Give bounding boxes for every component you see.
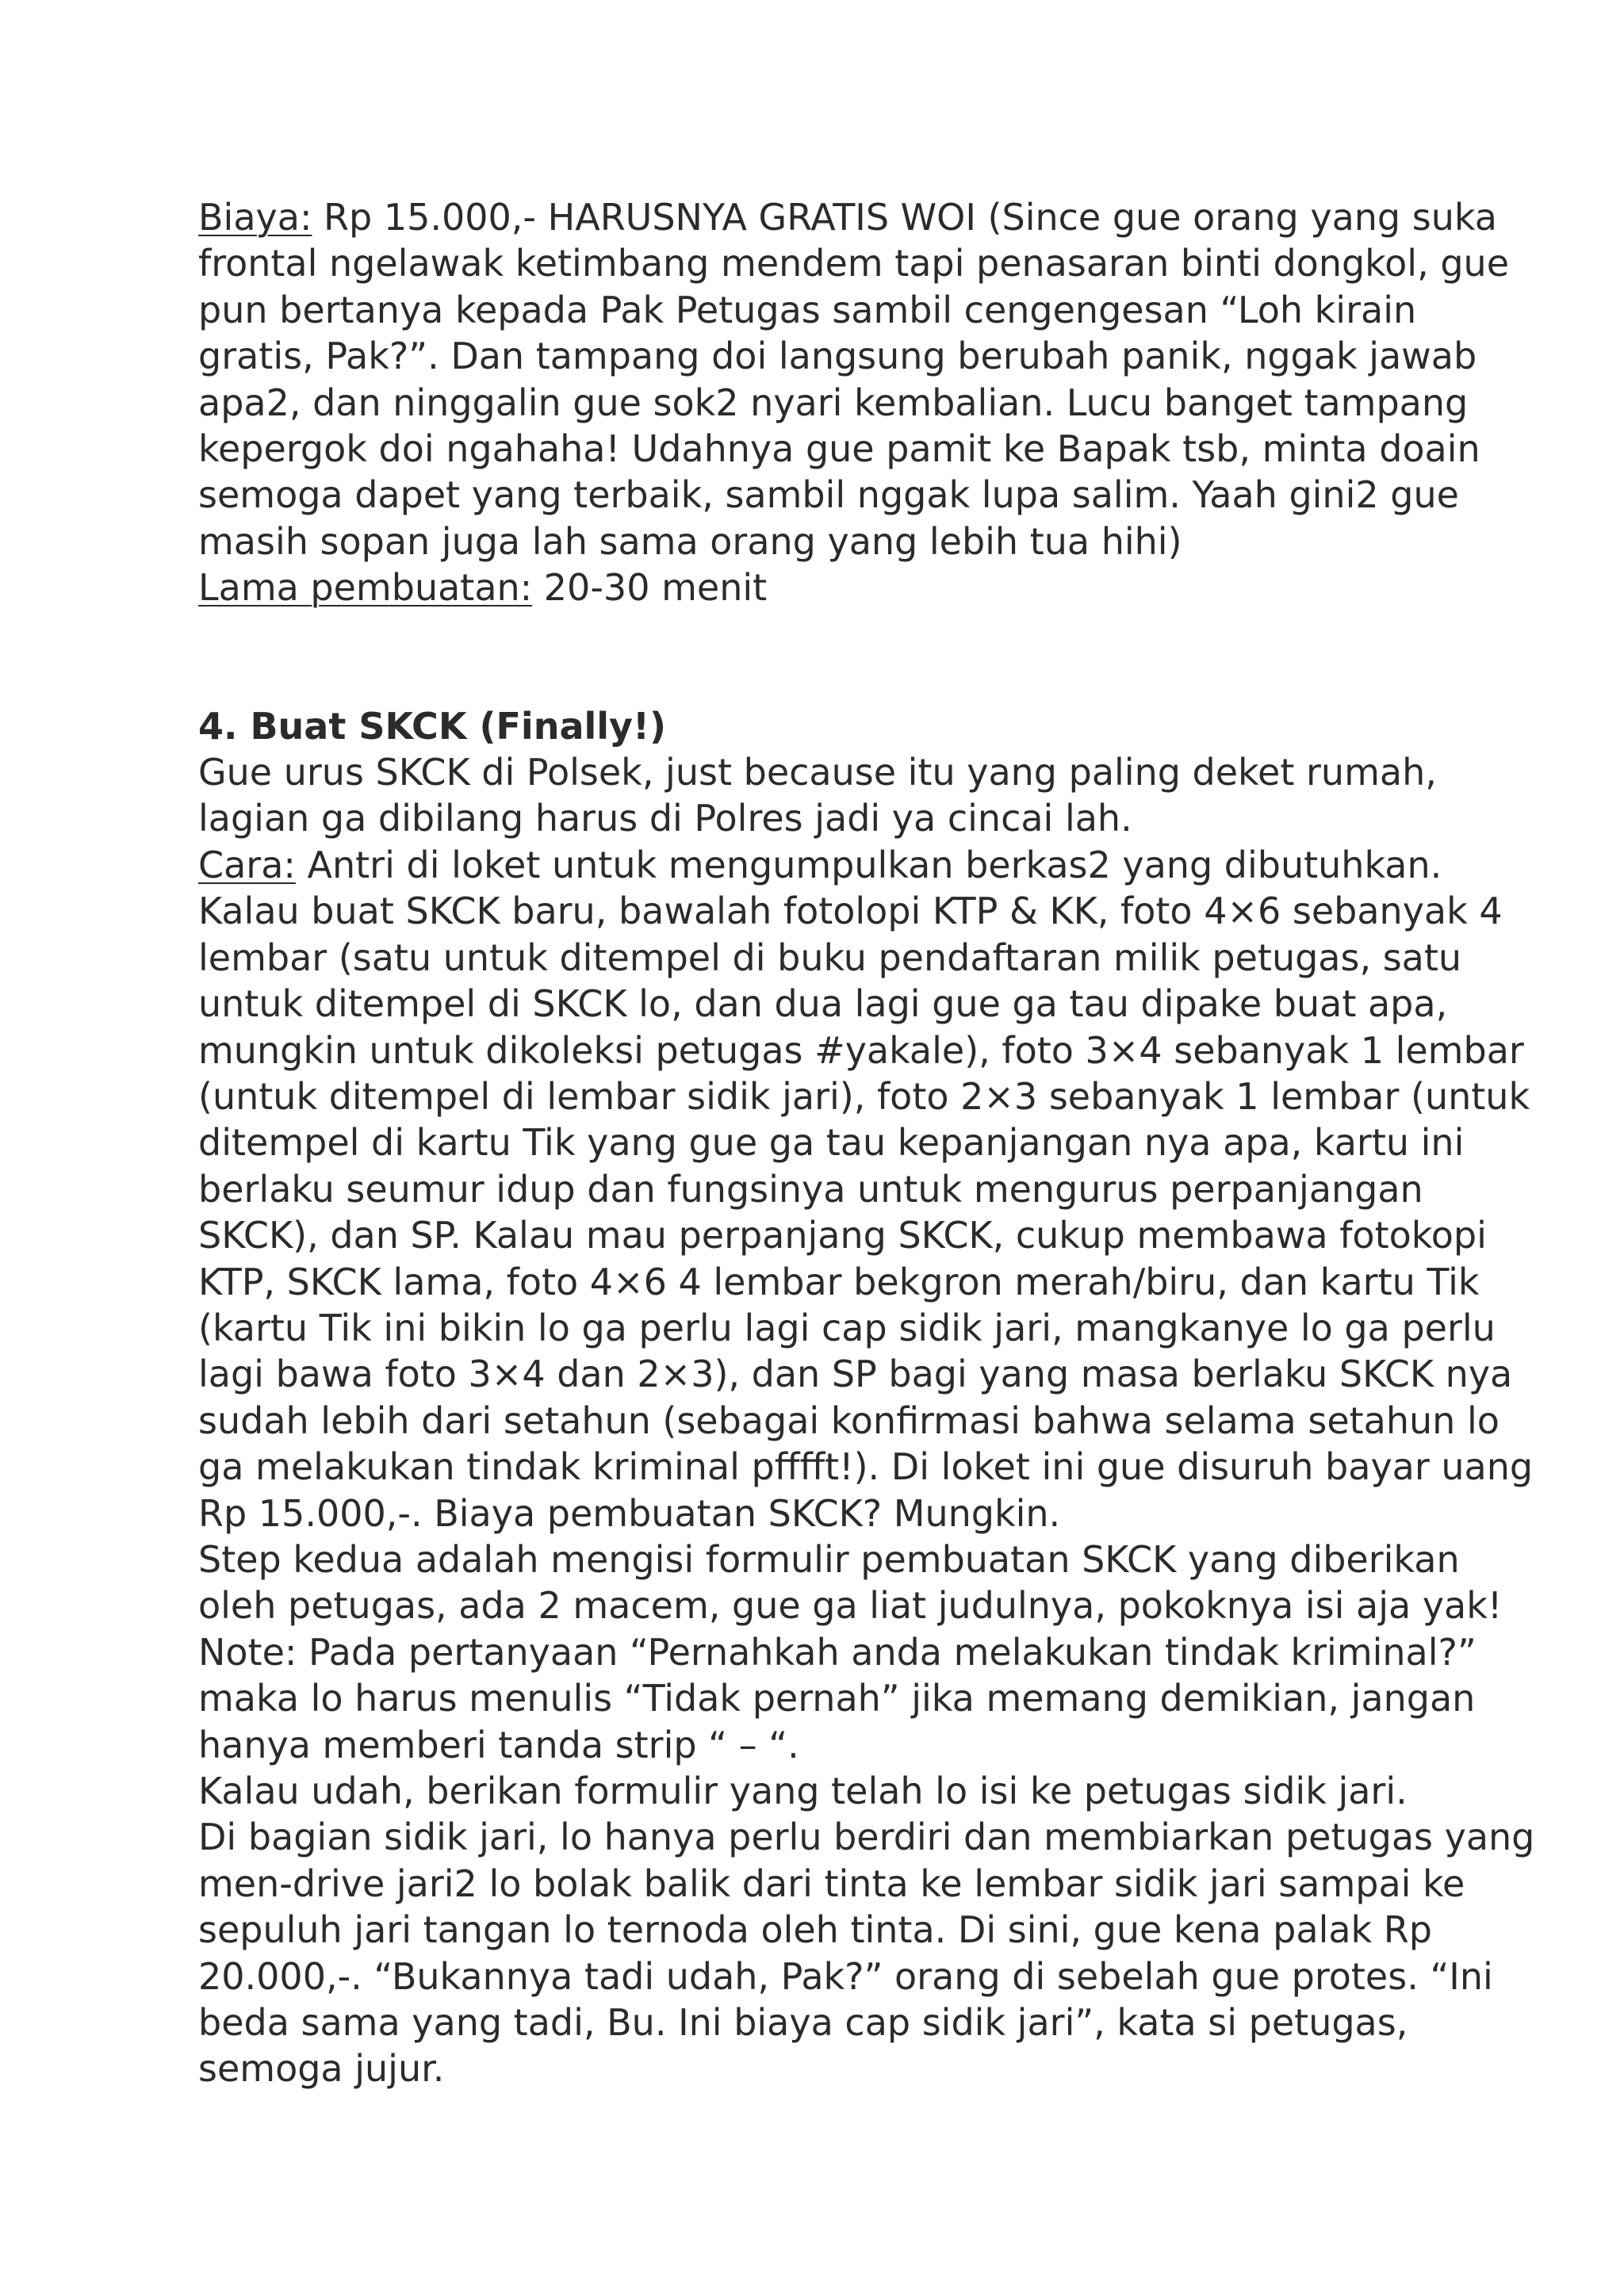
lama-pembuatan-line (198, 564, 1467, 610)
body-line: lembar (satu untuk ditempel di buku pendaftaran milik petugas, satu (198, 936, 1462, 979)
biaya-paragraph-line: pun bertanya kepada Pak Petugas sambil cengengesan “Loh kirain (198, 288, 1417, 331)
body-line: maka lo harus menulis “Tidak pernah” jika memang demikian, jangan (198, 1677, 1476, 1720)
body-line: ditempel di kartu Tik yang gue ga tau kepanjangan nya apa, kartu ini (198, 1121, 1465, 1165)
body-line: 20.000,-. “Bukannya tadi udah, Pak?” orang di sebelah gue protes. “Ini (198, 1954, 1493, 1998)
biaya-label: Biaya: (198, 196, 312, 239)
body-line: (kartu Tik ini bikin lo ga perlu lagi cap sidik jari, mangkanye lo ga perlu (198, 1306, 1496, 1349)
biaya-paragraph-line: masih sopan juga lah sama orang yang lebih tua hihi) (198, 519, 1182, 563)
body-line: SKCK), dan SP. Kalau mau perpanjang SKCK, cukup membawa fotokopi (198, 1214, 1487, 1257)
body-line: KTP, SKCK lama, foto 4×6 4 lembar bekgron merah/biru, dan kartu Tik (198, 1260, 1480, 1303)
body-line: Kalau udah, berikan formulir yang telah lo isi ke petugas sidik jari. (198, 1770, 1408, 1812)
biaya-paragraph-line: frontal ngelawak ketimbang mendem tapi penasaran binti dongkol, gue (198, 242, 1509, 285)
body-line: oleh petugas, ada 2 macem, gue ga liat judulnya, pokoknya isi aja yak! (198, 1584, 1503, 1628)
body-line: Kalau buat SKCK baru, bawalah fotolopi KTP & KK, foto 4×6 sebanyak 4 (198, 890, 1503, 933)
body-line: hanya memberi tanda strip “ – “. (198, 1723, 799, 1766)
body-line: sepuluh jari tangan lo ternoda oleh tinta. Di sini, gue kena palak Rp (198, 1908, 1432, 1952)
cara-label: Cara: (198, 843, 296, 886)
biaya-section (198, 194, 1509, 611)
biaya-paragraph-line: semoga dapet yang terbaik, sambil nggak lupa salim. Yaah gini2 gue (198, 473, 1459, 517)
body-line: Step kedua adalah mengisi formulir pembuatan SKCK yang diberikan (198, 1537, 1460, 1581)
lama-pembuatan-label: Lama pembuatan: (198, 566, 533, 610)
body-line: Di bagian sidik jari, lo hanya perlu berdiri dan membiarkan petugas yang (198, 1816, 1535, 1859)
lama-pembuatan-value: 20-30 menit (532, 566, 768, 610)
body-line: (untuk ditempel di lembar sidik jari), foto 2×3 sebanyak 1 lembar (untuk (198, 1074, 1530, 1118)
biaya-paragraph-line: apa2, dan ninggalin gue sok2 nyari kembalian. Lucu banget tampang (198, 381, 1469, 424)
biaya-paragraph-line: kepergok doi ngahaha! Udahnya gue pamit ke Bapak tsb, minta doain (198, 427, 1480, 471)
biaya-line (198, 194, 1497, 240)
cara-text: Antri di loket untuk mengumpulkan berkas2 yang dibutuhkan. (295, 843, 1442, 886)
intro-line: lagian ga dibilang harus di Polres jadi ya cincai lah. (198, 797, 1132, 840)
body-line: beda sama yang tadi, Bu. Ini biaya cap sidik jari”, kata si petugas, (198, 2001, 1408, 2045)
body-line: untuk ditempel di SKCK lo, dan dua lagi gue ga tau dipake buat apa, (198, 982, 1448, 1026)
body-line: men-drive jari2 lo bolak balik dari tinta ke lembar sidik jari sampai ke (198, 1862, 1465, 1905)
body-line: lagi bawa foto 3×4 dan 2×3), dan SP bagi yang masa berlaku SKCK nya (198, 1353, 1513, 1396)
body-line: Note: Pada pertanyaan “Pernahkah anda melakukan tindak kriminal?” (198, 1630, 1477, 1674)
section-gap (198, 611, 1467, 703)
body-line: semoga jujur. (198, 2047, 445, 2091)
body-line: ga melakukan tindak kriminal pfffft!). Di loket ini gue disuruh bayar uang (198, 1445, 1534, 1489)
body-line: Rp 15.000,-. Biaya pembuatan SKCK? Mungkin. (198, 1491, 1061, 1535)
body-line: sudah lebih dari setahun (sebagai konfirmasi bahwa selama setahun lo (198, 1399, 1500, 1442)
biaya-paragraph-line: gratis, Pak?”. Dan tampang doi langsung berubah panik, nggak jawab (198, 335, 1477, 378)
body-line: mungkin untuk dikoleksi petugas #yakale), foto 3×4 sebanyak 1 lembar (198, 1028, 1524, 1072)
document-body (198, 194, 1535, 2092)
body-line: berlaku seumur idup dan fungsinya untuk mengurus perpanjangan (198, 1167, 1423, 1211)
section-heading: 4. Buat SKCK (Finally!) (198, 704, 667, 748)
biaya-text: Rp 15.000,- HARUSNYA GRATIS WOI (Since gue orang yang suka (312, 196, 1497, 239)
skck-section (198, 703, 1535, 2092)
cara-line (198, 842, 1467, 888)
intro-line: Gue urus SKCK di Polsek, just because itu yang paling deket rumah, (198, 751, 1437, 794)
